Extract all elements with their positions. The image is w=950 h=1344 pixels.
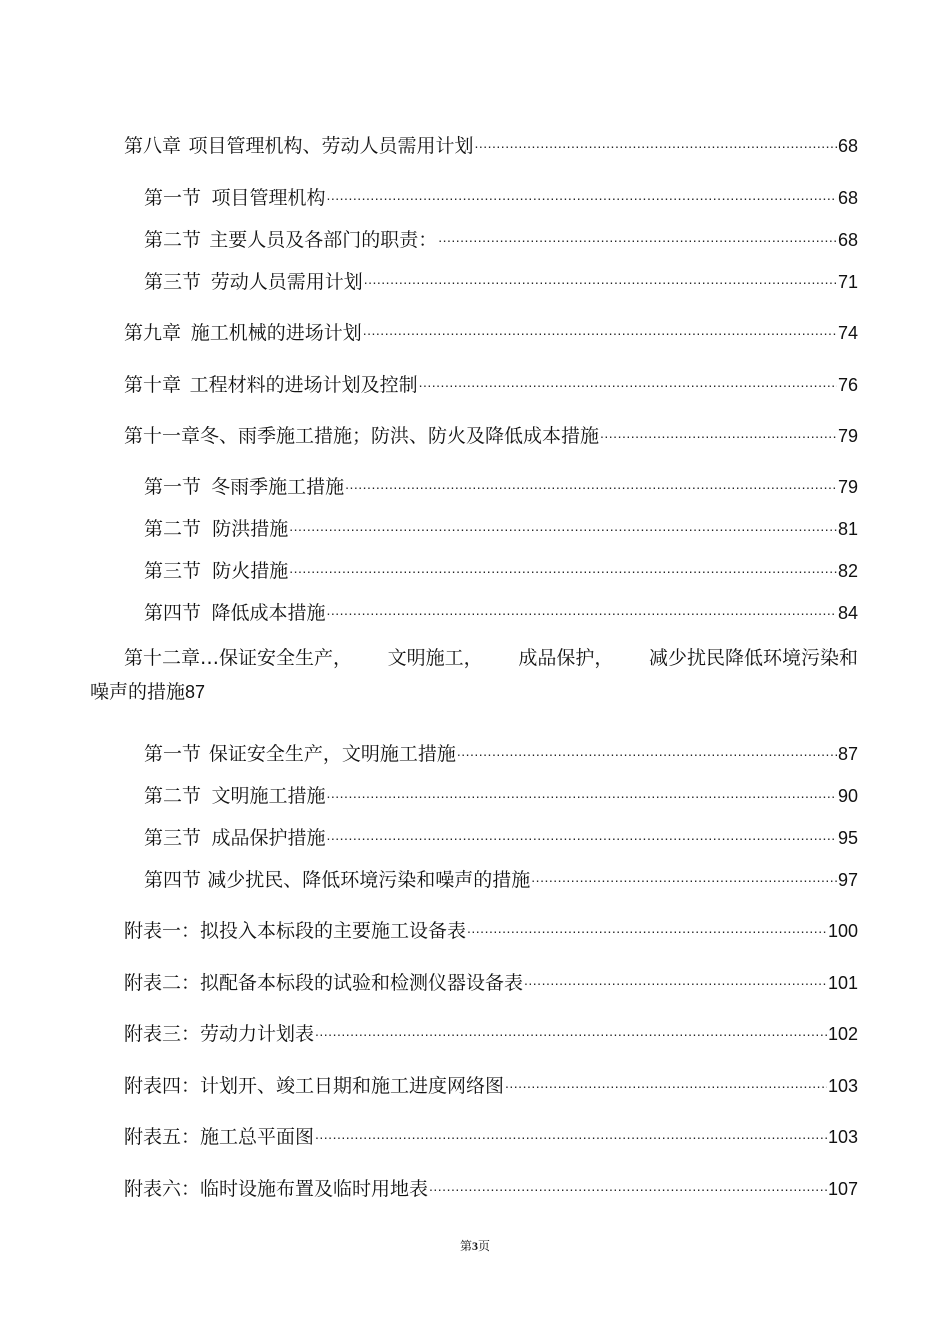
footer-suffix: 页 bbox=[478, 1239, 491, 1253]
toc-entry[interactable] bbox=[90, 852, 858, 892]
toc-title: 附表二：拟配备本标段的试验和检测仪器设备表 bbox=[124, 972, 524, 994]
toc-title: 附表五：施工总平面图 bbox=[124, 1126, 315, 1148]
toc-entry[interactable] bbox=[90, 459, 858, 499]
toc-page-number: 71 bbox=[837, 272, 858, 292]
toc-label: 第四节 bbox=[144, 869, 202, 891]
toc-leader bbox=[429, 1174, 827, 1198]
toc-entry[interactable] bbox=[90, 1161, 858, 1201]
toc-leader bbox=[315, 1122, 827, 1146]
toc-page-number: 100 bbox=[827, 921, 858, 941]
toc-entry[interactable] bbox=[90, 305, 858, 345]
toc-title: 施工机械的进场计划 bbox=[190, 322, 362, 344]
toc-title: 附表三：劳动力计划表 bbox=[124, 1023, 315, 1045]
toc-label: 第三节 bbox=[144, 827, 202, 849]
toc-page-number: 103 bbox=[827, 1076, 858, 1096]
toc-title: 防火措施 bbox=[212, 560, 289, 582]
toc-entry[interactable] bbox=[90, 903, 858, 943]
toc-wrapped-line-2 bbox=[90, 675, 858, 709]
toc-page-number: 103 bbox=[827, 1127, 858, 1147]
toc-entry[interactable] bbox=[90, 170, 858, 210]
toc-label: 第一节 bbox=[144, 743, 202, 765]
toc-page-number: 68 bbox=[837, 230, 858, 250]
toc-leader bbox=[505, 1071, 827, 1095]
toc-leader bbox=[289, 556, 837, 580]
toc-label: 第二节 bbox=[144, 518, 202, 540]
toc-page-number: 74 bbox=[837, 323, 858, 343]
toc-leader bbox=[327, 823, 837, 847]
toc-page-number: 87 bbox=[185, 682, 206, 702]
toc-page-number: 82 bbox=[837, 561, 858, 581]
toc-page-number: 107 bbox=[827, 1179, 858, 1199]
toc-entry[interactable] bbox=[90, 955, 858, 995]
toc-label: 第十章 bbox=[124, 374, 182, 396]
toc-leader bbox=[457, 739, 837, 763]
toc-title-part: 减少扰民降低环境污染和 bbox=[648, 647, 858, 669]
toc-title: 附表六：临时设施布置及临时用地表 bbox=[124, 1178, 429, 1200]
toc-entry[interactable] bbox=[90, 408, 858, 448]
toc-label: 第八章 bbox=[124, 135, 182, 157]
toc-page-number: 97 bbox=[837, 870, 858, 890]
toc-label: 第二节 bbox=[144, 229, 202, 251]
toc-entry[interactable] bbox=[90, 118, 858, 158]
toc-wrapped-line-1 bbox=[90, 641, 858, 675]
toc-title: 减少扰民、降低环境污染和噪声的措施 bbox=[207, 869, 531, 891]
toc-page-number: 95 bbox=[837, 828, 858, 848]
toc-entry[interactable] bbox=[90, 212, 858, 252]
toc-leader bbox=[345, 472, 837, 496]
toc-leader bbox=[289, 514, 837, 538]
footer-prefix: 第 bbox=[459, 1239, 472, 1253]
toc-page-number: 68 bbox=[837, 188, 858, 208]
toc-title-part: 第十二章…保证安全生产， bbox=[124, 647, 353, 669]
toc-entry-wrapped[interactable] bbox=[90, 641, 858, 709]
toc-title: 附表四：计划开、竣工日期和施工进度网络图 bbox=[124, 1075, 505, 1097]
toc-leader bbox=[315, 1019, 827, 1043]
toc-page-number: 76 bbox=[837, 375, 858, 395]
toc-entry[interactable] bbox=[90, 585, 858, 625]
toc-leader bbox=[419, 370, 837, 394]
toc-label: 第三节 bbox=[144, 271, 202, 293]
toc-entry[interactable] bbox=[90, 254, 858, 294]
toc-page-number: 79 bbox=[837, 477, 858, 497]
toc-title: 成品保护措施 bbox=[211, 827, 326, 849]
toc-page-number: 102 bbox=[827, 1024, 858, 1044]
toc-label: 第九章 bbox=[124, 322, 182, 344]
toc-title-part: 噪声的措施 bbox=[90, 681, 186, 703]
toc-page-number: 79 bbox=[837, 426, 858, 446]
toc-leader bbox=[467, 916, 827, 940]
toc-title: 项目管理机构 bbox=[211, 187, 326, 209]
toc-title-part: 文明施工， bbox=[387, 647, 483, 669]
toc-title: 主要人员及各部门的职责： bbox=[209, 229, 438, 251]
toc-leader bbox=[363, 318, 837, 342]
toc-leader bbox=[327, 598, 837, 622]
toc-leader bbox=[600, 421, 837, 445]
toc-page-number: 87 bbox=[837, 744, 858, 764]
toc-leader bbox=[524, 968, 827, 992]
toc-page-number: 84 bbox=[837, 603, 858, 623]
toc-leader bbox=[327, 183, 837, 207]
toc-entry[interactable] bbox=[90, 726, 858, 766]
toc-leader bbox=[438, 225, 837, 249]
toc-label: 第三节 bbox=[144, 560, 202, 582]
toc-title: 保证安全生产，文明施工措施 bbox=[208, 743, 456, 765]
page-footer bbox=[0, 1237, 950, 1254]
toc-entry[interactable] bbox=[90, 501, 858, 541]
toc-title: 降低成本措施 bbox=[211, 602, 326, 624]
toc-leader bbox=[474, 131, 837, 155]
toc-entry[interactable] bbox=[90, 768, 858, 808]
toc-page-number: 101 bbox=[827, 973, 858, 993]
toc-title: 劳动人员需用计划 bbox=[210, 271, 363, 293]
toc-title: 第十一章冬、雨季施工措施；防洪、防火及降低成本措施 bbox=[124, 425, 600, 447]
toc-label: 第四节 bbox=[144, 602, 202, 624]
footer-page-number: 3 bbox=[472, 1239, 478, 1253]
toc-title: 附表一：拟投入本标段的主要施工设备表 bbox=[124, 920, 467, 942]
toc-entry[interactable] bbox=[90, 1006, 858, 1046]
toc-entry[interactable] bbox=[90, 543, 858, 583]
toc-page-number: 81 bbox=[837, 519, 858, 539]
toc-page-number: 68 bbox=[837, 136, 858, 156]
toc-page-number: 90 bbox=[837, 786, 858, 806]
toc-entry[interactable] bbox=[90, 357, 858, 397]
toc-label: 第一节 bbox=[144, 476, 202, 498]
toc-title: 工程材料的进场计划及控制 bbox=[189, 374, 418, 396]
toc-entry[interactable] bbox=[90, 1109, 858, 1149]
toc-entry[interactable] bbox=[90, 810, 858, 850]
toc-label: 第一节 bbox=[144, 187, 202, 209]
toc-leader bbox=[364, 267, 837, 291]
toc-title-part: 成品保护， bbox=[518, 647, 614, 669]
toc-leader bbox=[327, 781, 837, 805]
toc-label: 第二节 bbox=[144, 785, 202, 807]
toc-leader bbox=[531, 865, 837, 889]
toc-title: 项目管理机构、劳动人员需用计划 bbox=[188, 135, 474, 157]
toc-title: 冬雨季施工措施 bbox=[211, 476, 345, 498]
toc-title: 文明施工措施 bbox=[211, 785, 326, 807]
toc-title: 防洪措施 bbox=[212, 518, 289, 540]
toc-entry[interactable] bbox=[90, 1058, 858, 1098]
